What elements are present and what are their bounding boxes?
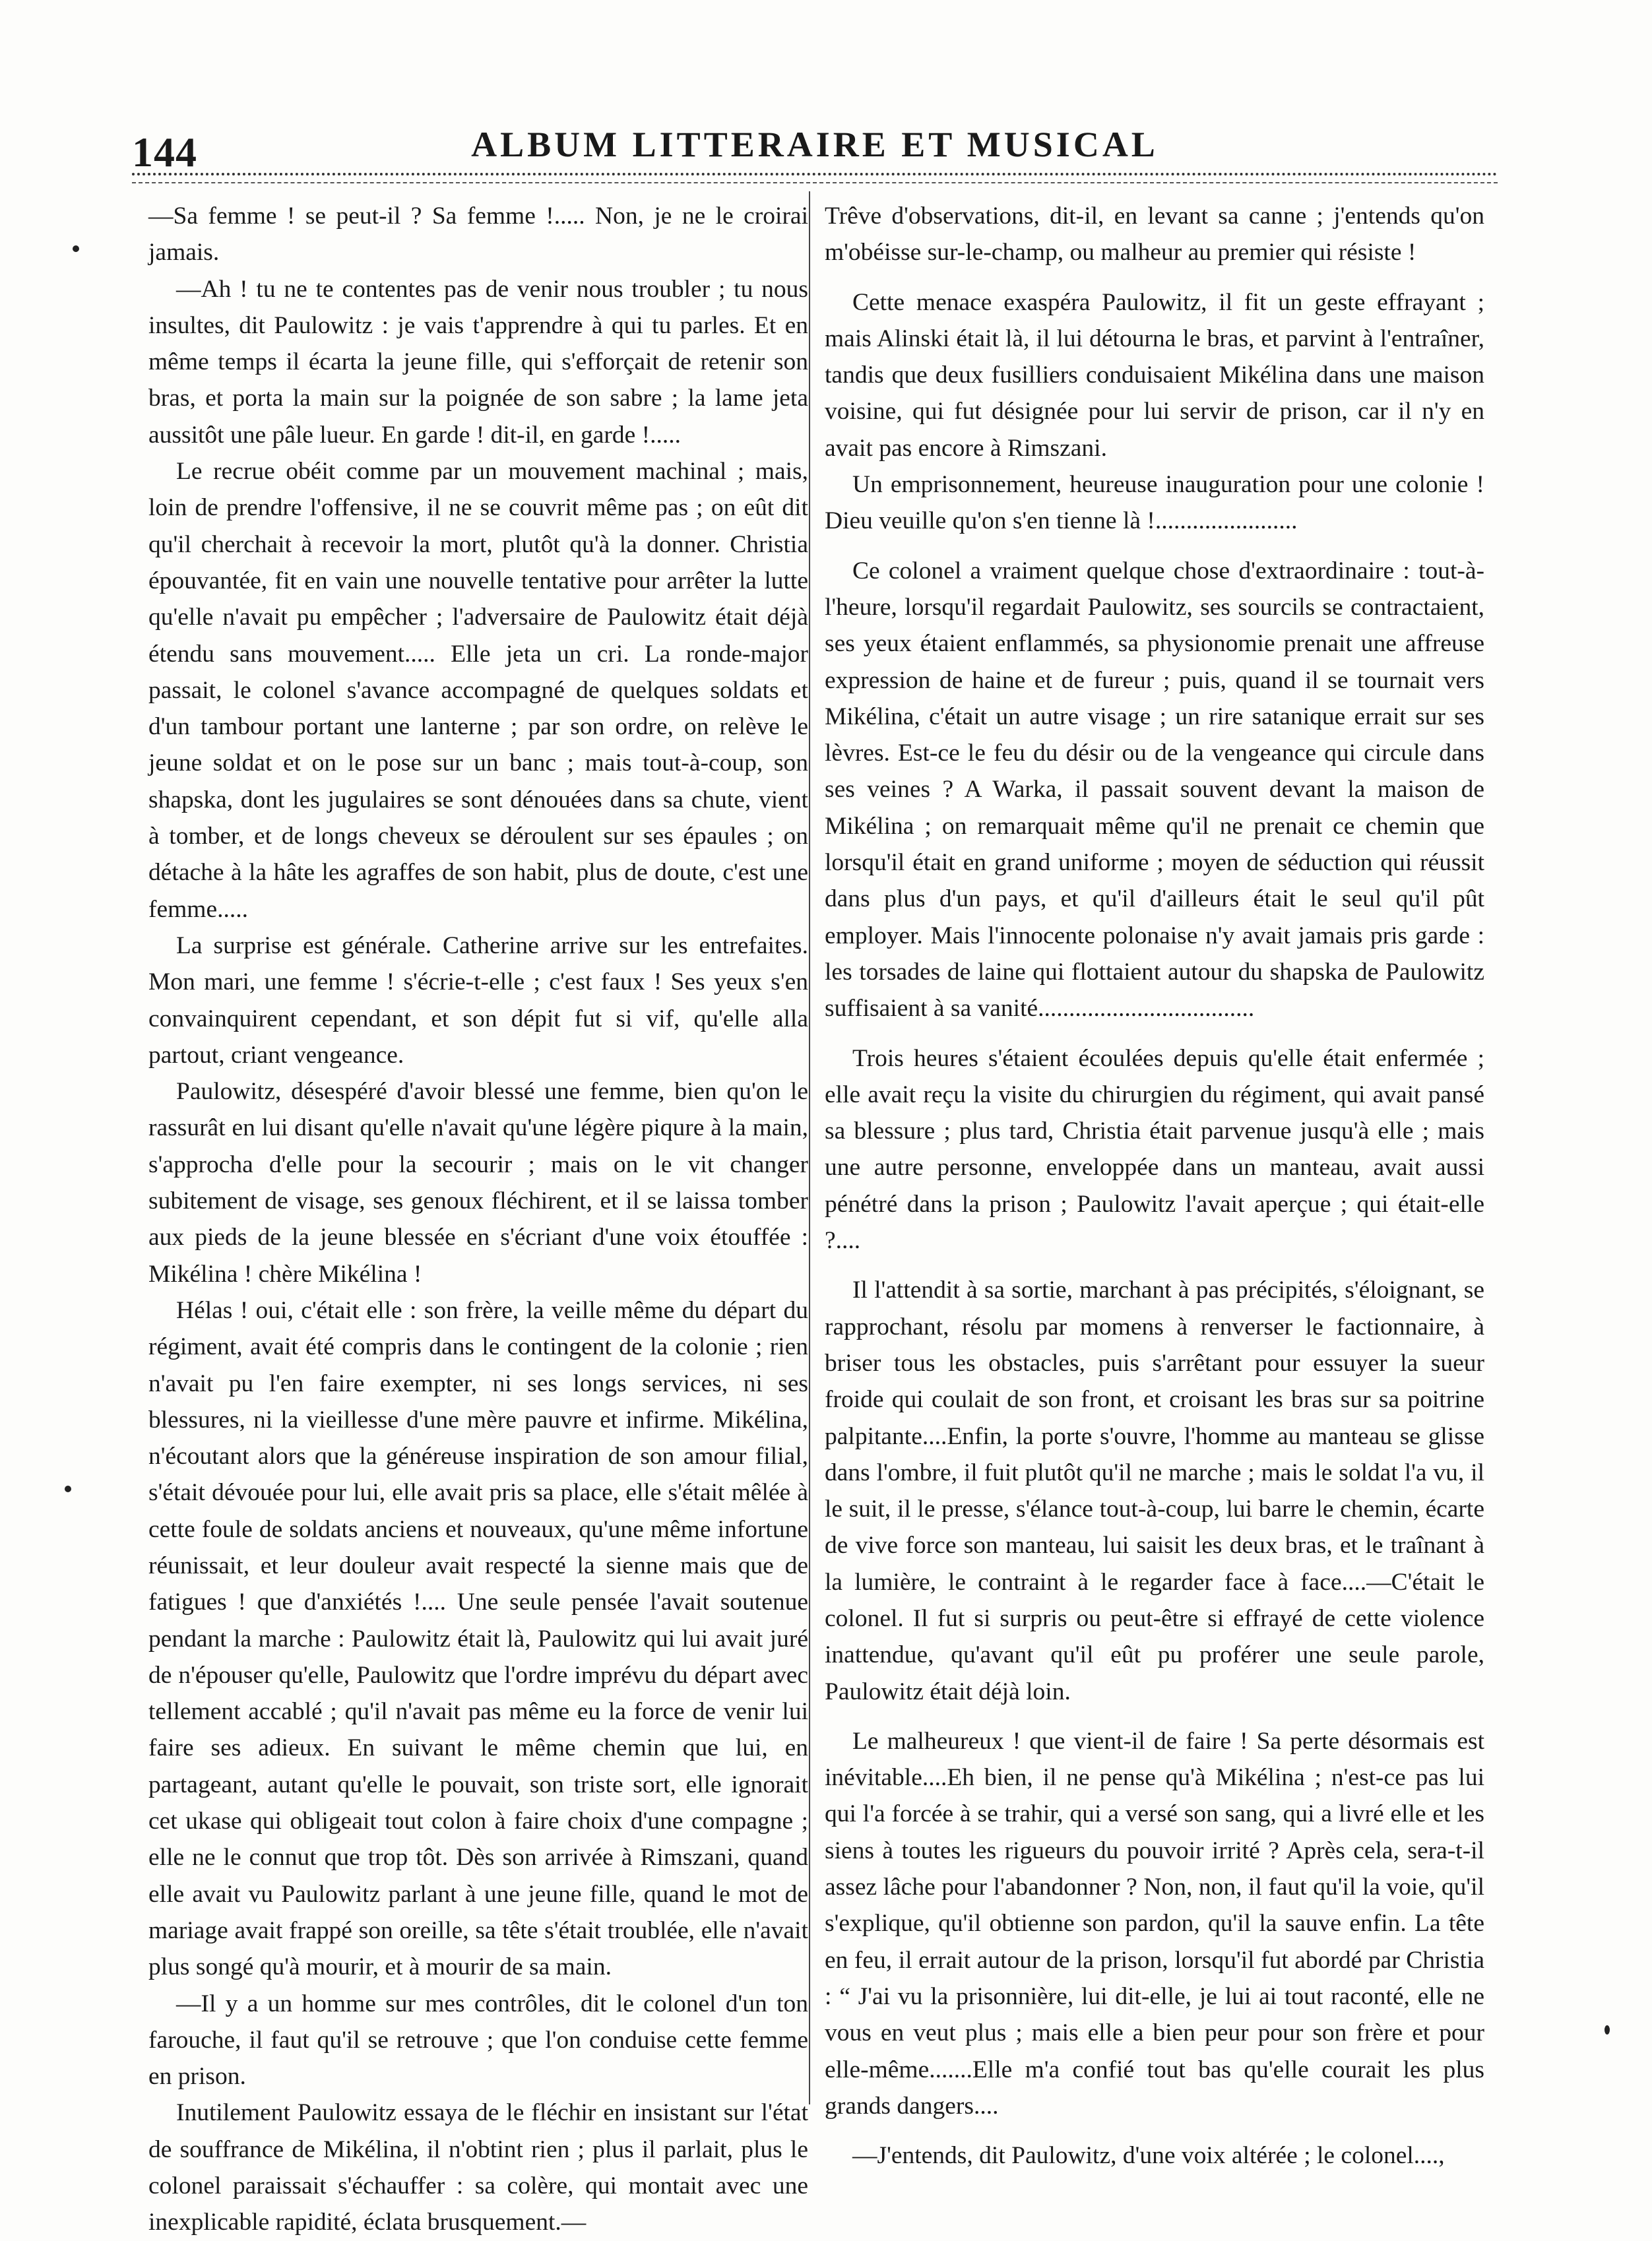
paragraph: Le malheureux ! que vient-il de faire ! Sa perte désormais est inévitable....Eh bien, il ne pense qu'à Mikélina ; n'est-ce pas lui qui l'a forcée à se trahir, qui a versé son sang, qui a livré elle et les siens à toutes les rigueurs du pouvoir irrité ? Après cela, sera-t-il assez lâche pour l'abandonner ? Non, non, il faut qu'il la voie, qu'il s'explique, qu'il obtienne son pardon, qu'il la sauve enfin. La tête en feu, il errait autour de la prison, lorsqu'il fut abordé par Christia : “ J'ai vu la prisonnière, lui dit-elle, je lui ai tout raconté, elle ne vous en veut plus ; mais elle a bien peur pour son frère et pour elle-même.......Elle m'a confié tout bas qu'elle courait les plus grands dangers....	[825, 1727, 1484, 2120]
paragraph: Paulowitz, désespéré d'avoir blessé une femme, bien qu'on le rassurât en lui disant qu'elle n'avait qu'une légère piqure à la main, s'approcha d'elle pour la secourir ; mais on le vit changer subitement de visage, ses genoux fléchirent, et il se laissa tomber aux pieds de la jeune blessée en s'écriant d'une voix étouffée : Mikélina ! chère Mikélina !	[148, 1078, 808, 1288]
paragraph: La surprise est générale. Catherine arrive sur les entrefaites. Mon mari, une femme ! s'écrie-t-elle ; c'est faux ! Ses yeux s'en convainquirent cependant, et son dépit fut si vif, qu'elle alla partout, criant vengeance.	[148, 931, 808, 1069]
header-rule	[132, 173, 1498, 183]
paragraph: Cette menace exaspéra Paulowitz, il fit un geste effrayant ; mais Alinski était là, il lui détourna le bras, et parvint à l'entraîner, tandis que deux fusilliers conduisaient Mikélina dans une maison voisine, qui fut désignée pour lui servir de prison, car il n'y en avait pas encore à Rimszani.	[825, 288, 1484, 462]
paragraph: Trêve d'observations, dit-il, en levant sa canne ; j'entends qu'on m'obéisse sur-le-champ, ou malheur au premier qui résiste !	[825, 203, 1484, 267]
page-header	[132, 111, 1498, 177]
paragraph: —J'entends, dit Paulowitz, d'une voix altérée ; le colonel....,	[852, 2142, 1445, 2170]
paragraph: Ce colonel a vraiment quelque chose d'extraordinaire : tout-à-l'heure, lorsqu'il regardait Paulowitz, ses sourcils se contractaient, ses yeux étaient enflammés, sa physionomie prenait une affreuse expression de haine et de fureur ; puis, quand il se tournait vers Mikélina, c'était un autre visage ; un rire satanique errait sur ses lèvres. Est-ce le feu du désir ou de la vengeance qui circule dans ses veines ? A Warka, il passait souvent devant la maison de Mikélina ; on remarquait même qu'il ne prenait ce chemin que lorsqu'il était en grand uniforme ; moyen de séduction qui réussit dans plus d'un pays, et qu'il d'ailleurs était le seul qu'il pût employer. Mais l'innocente polonaise n'y avait jamais pris garde : les torsades de laine qui flottaient autour du shapska de Paulowitz suffisaient à sa vanité...................................	[825, 557, 1484, 1023]
ink-speck	[1604, 2025, 1610, 2035]
ink-speck	[73, 245, 79, 252]
paragraph: —Il y a un homme sur mes contrôles, dit le colonel d'un ton farouche, il faut qu'il se retrouve ; que l'on conduise cette femme en prison.	[148, 1990, 808, 2091]
paragraph: Trois heures s'étaient écoulées depuis qu'elle était enfermée ; elle avait reçu la visite du chirurgien du régiment, qui avait pansé sa blessure ; plus tard, Christia était parvenue jusqu'à elle ; mais une autre personne, enveloppée dans un manteau, avait aussi pénétré dans la prison ; Paulowitz l'avait aperçue ; qui était-elle ?....	[825, 1044, 1484, 1255]
paragraph: Il l'attendit à sa sortie, marchant à pas précipités, s'éloignant, se rapprochant, résolu par momens à renverser le factionnaire, à briser tous les obstacles, puis s'arrêtant pour essuyer la sueur froide qui coulait de son front, et croisant les bras sur sa poitrine palpitante....Enfin, la porte s'ouvre, l'homme au manteau se glisse dans l'ombre, il fuit plutôt qu'il ne marche ; mais le soldat l'a vu, il le suit, il le presse, s'élance tout-à-coup, lui barre le chemin, écarte de vive force son manteau, lui saisit les deux bras, et le traînant à la lumière, le contraint à le regarder face à face....—C'était le colonel. Il fut si surpris ou peut-être si effrayé de cette violence inattendue, qu'avant qu'il eût pu proférer une seule parole, Paulowitz était déjà loin.	[825, 1277, 1484, 1705]
page-number: 144	[132, 129, 197, 175]
column-divider	[809, 191, 810, 2104]
paragraph: Inutilement Paulowitz essaya de le fléchir en insistant sur l'état de souffrance de Mikélina, il n'obtint rien ; plus il parlait, plus le colonel paraissait s'échauffer : sa colère, qui montait avec une inexplicable rapidité, éclata brusquement.—	[148, 2099, 808, 2236]
paragraph: —Ah ! tu ne te contentes pas de venir nous troubler ; tu nous insultes, dit Paulowitz : je vais t'apprendre à qui tu parles. Et en même temps il écarta la jeune fille, qui s'efforçait de retenir son bras, et porta la main sur la poignée de son sabre ; la lame jeta aussitôt une pâle lueur. En garde ! dit-il, en garde !.....	[148, 275, 808, 449]
right-column	[825, 198, 1484, 2174]
paragraph: Le recrue obéit comme par un mouvement machinal ; mais, loin de prendre l'offensive, il ne se couvrit même pas ; on eût dit qu'il cherchait à recevoir la mort, plutôt qu'à la donner. Christia épouvantée, fit en vain une nouvelle tentative pour arrêter la lutte qu'elle n'avait pu empêcher ; l'adversaire de Paulowitz était déjà étendu sans mouvement..... Elle jeta un cri. La ronde-major passait, le colonel s'avance accompagné de quelques soldats et d'un tambour portant une lanterne ; par son ordre, on relève le jeune soldat et on le pose sur un banc ; mais tout-à-coup, son shapska, dont les jugulaires se sont dénouées dans sa chute, vient à tomber, et de longs cheveux se déroulent sur ses épaules ; on détache à la hâte les agraffes de son habit, plus de doute, c'est une femme.....	[148, 458, 808, 923]
paragraph: Hélas ! oui, c'était elle : son frère, la veille même du départ du régiment, avait été compris dans le contingent de la colonie ; rien n'avait pu l'en faire exempter, ni ses longs services, ni ses blessures, ni la vieillesse d'une mère pauvre et infirme. Mikélina, n'écoutant alors que la généreuse inspiration de son amour filial, s'était dévouée pour lui, elle avait pris sa place, elle s'était mêlée à cette foule de soldats anciens et nouveaux, qu'une même infortune réunissait, et leur douleur avait respecté la sienne mais que de fatigues ! que d'anxiétés !.... Une seule pensée l'avait soutenue pendant la marche : Paulowitz était là, Paulowitz qui lui avait juré de n'épouser qu'elle, Paulowitz que l'ordre imprévu du départ avec tellement accablé ; qu'il n'avait pas même eu la force de venir lui faire ses adieux. En suivant le même chemin que lui, en partageant, autant qu'elle le pouvait, son triste sort, elle ignorait cet ukase qui obligeait tout colon à faire choix d'une compagne ; elle ne le connut que trop tôt. Dès son arrivée à Rimszani, quand elle avait vu Paulowitz parlant à une jeune fille, quand le mot de mariage avait frappé son oreille, sa tête s'était troublée, elle n'avait plus songé qu'à mourir, et à mourir de sa main.	[148, 1296, 808, 1981]
paragraph: Un emprisonnement, heureuse inauguration pour une colonie ! Dieu veuille qu'on s'en tienne là !.......................	[825, 471, 1484, 535]
ink-speck	[65, 1486, 71, 1492]
paragraph: —Sa femme ! se peut-il ? Sa femme !..... Non, je ne le croirai jamais.	[148, 203, 808, 267]
running-title: ALBUM LITTERAIRE ET MUSICAL	[471, 125, 1159, 164]
left-column	[148, 198, 808, 2241]
